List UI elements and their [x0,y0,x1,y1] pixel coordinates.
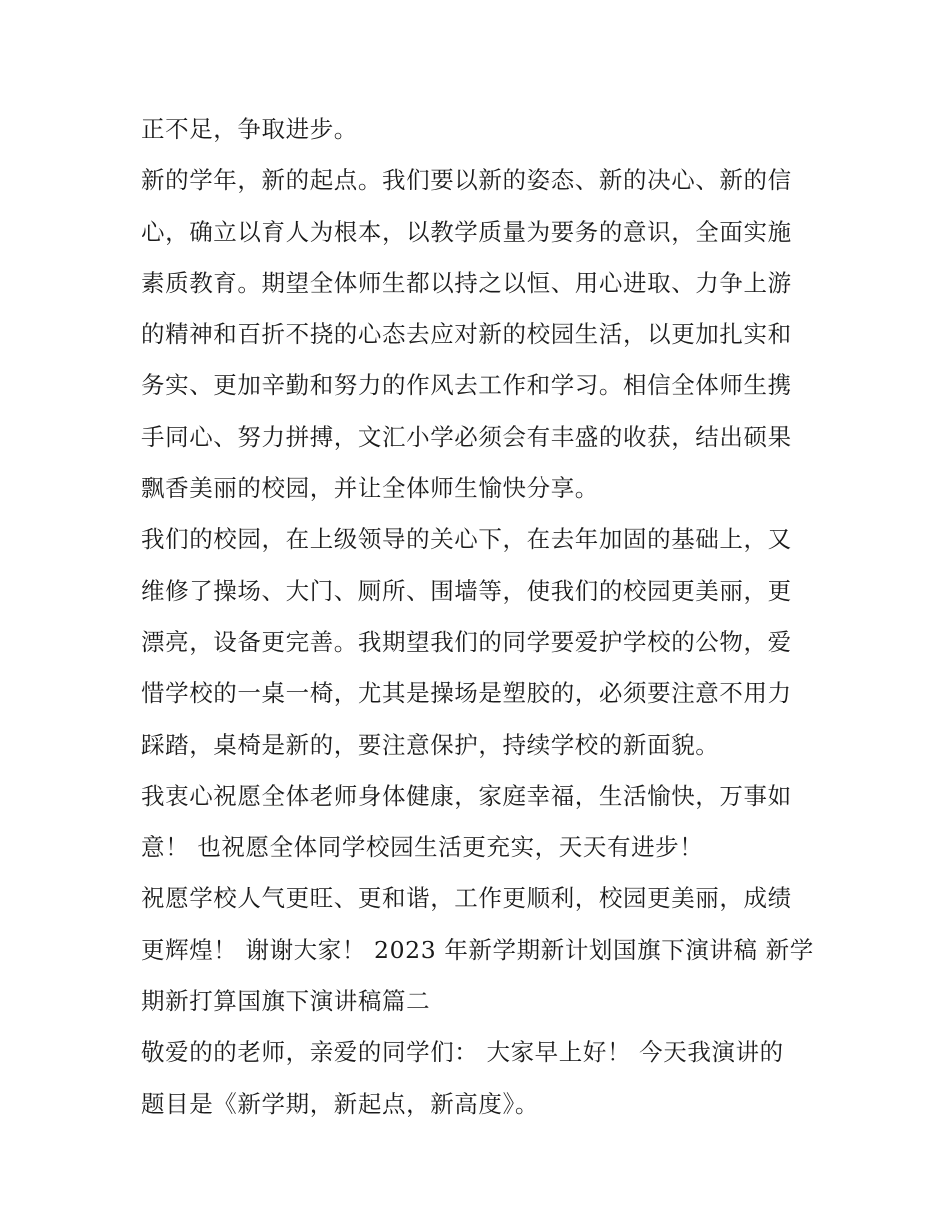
text-line: 正不足，争取进步。 [141,115,358,143]
text-line: 敬爱的的老师，亲爱的同学们： 大家早上好！ 今天我演讲的 [141,1038,784,1067]
text-line: 新的学年，新的起点。我们要以新的姿态、新的决心、新的信 [141,166,792,195]
text-line: 漂亮，设备更完善。我期望我们的同学要爱护学校的公物，爱 [141,627,792,656]
text-line: 惜学校的一桌一椅，尤其是操场是塑胶的，必须要注意不用力 [141,679,792,708]
text-line: 我们的校园，在上级领导的关心下，在去年加固的基础上，又 [141,525,792,554]
text-line: 手同心、努力拼搏，文汇小学必须会有丰盛的收获，结出硕果 [141,422,792,451]
text-line: 祝愿学校人气更旺、更和谐，工作更顺利，校园更美丽，成绩 [141,884,792,913]
text-line: 的精神和百折不挠的心态去应对新的校园生活，以更加扎实和 [141,320,792,349]
text-line: 务实、更加辛勤和努力的作风去工作和学习。相信全体师生携 [141,371,792,400]
text-line: 更辉煌！ 谢谢大家！ 2023 年新学期新计划国旗下演讲稿 新学 [141,935,814,964]
text-line: 期新打算国旗下演讲稿篇二 [141,987,431,1016]
text-line: 踩踏，桌椅是新的，要注意保护，持续学校的新面貌。 [141,730,720,759]
text-line: 维修了操场、大门、厕所、围墙等，使我们的校园更美丽，更 [141,576,792,605]
text-line: 素质教育。期望全体师生都以持之以恒、用心进取、力争上游 [141,268,792,297]
text-line: 题目是《新学期，新起点，新高度》。 [141,1089,539,1118]
text-line: 我衷心祝愿全体老师身体健康，家庭幸福，生活愉快，万事如 [141,781,792,810]
document-body [141,104,813,1130]
text-line: 意！ 也祝愿全体同学校园生活更充实，天天有进步！ [141,833,704,862]
text-line: 心，确立以育人为根本，以教学质量为要务的意识，全面实施 [141,217,792,246]
text-line: 飘香美丽的校园，并让全体师生愉快分享。 [141,474,599,503]
